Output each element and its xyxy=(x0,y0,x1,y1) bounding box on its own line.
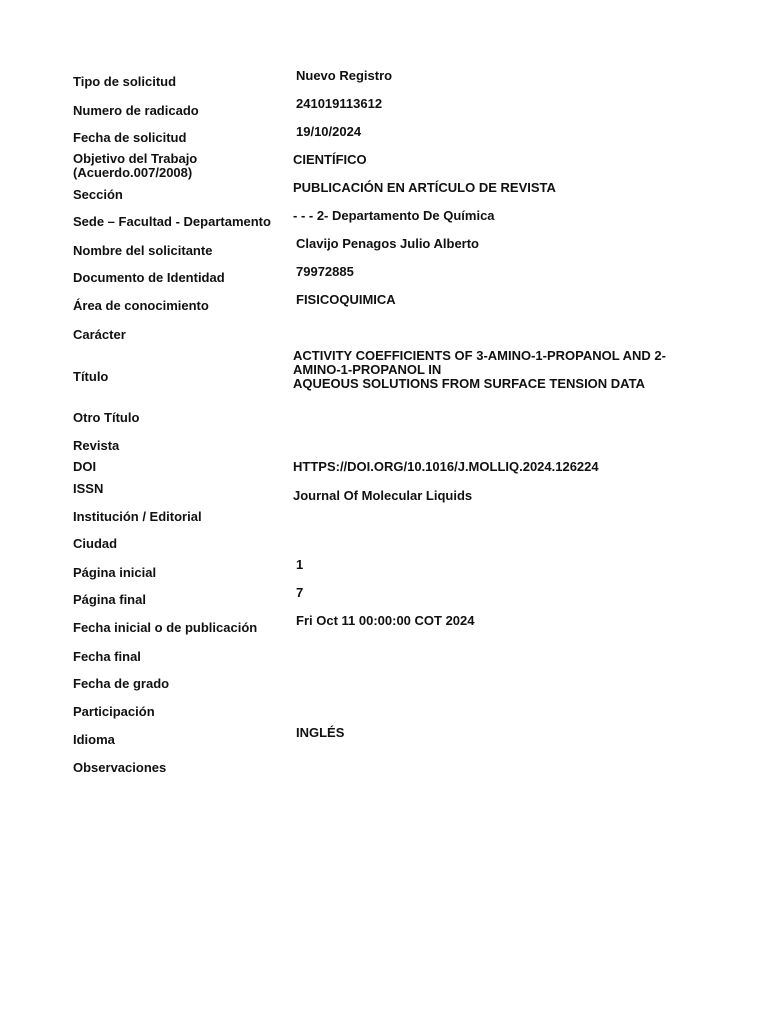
label-documento: Documento de Identidad xyxy=(73,270,225,285)
label-otro-titulo: Otro Título xyxy=(73,410,140,425)
label-seccion: Sección xyxy=(73,187,123,202)
label-revista: Revista xyxy=(73,438,120,453)
value-titulo: ACTIVITY COEFFICIENTS OF 3-AMINO-1-PROPANOL AND 2- AMINO-1-PROPANOL IN AQUEOUS SOLUTIONS FROM SURFACE TENSION DATA xyxy=(293,348,666,391)
label-fecha-solicitud: Fecha de solicitud xyxy=(73,130,187,145)
value-nombre: Clavijo Penagos Julio Alberto xyxy=(296,236,479,251)
label-participacion: Participación xyxy=(73,704,155,719)
value-pagina-inicial: 1 xyxy=(296,557,304,572)
value-doi: HTTPS://DOI.ORG/10.1016/J.MOLLIQ.2024.126224 xyxy=(293,459,599,474)
label-pagina-final: Página final xyxy=(73,592,146,607)
label-pagina-inicial: Página inicial xyxy=(73,565,157,580)
label-fecha-inicial: Fecha inicial o de publicación xyxy=(73,620,258,635)
value-fecha-solicitud: 19/10/2024 xyxy=(296,124,362,139)
value-issn: Journal Of Molecular Liquids xyxy=(293,488,473,503)
label-idioma: Idioma xyxy=(73,732,115,747)
label-fecha-final: Fecha final xyxy=(73,649,141,664)
value-documento: 79972885 xyxy=(296,264,354,279)
value-sede: - - - 2- Departamento De Química xyxy=(293,208,495,223)
label-observaciones: Observaciones xyxy=(73,760,167,775)
value-idioma: INGLÉS xyxy=(296,725,345,740)
label-issn: ISSN xyxy=(73,481,104,496)
value-seccion: PUBLICACIÓN EN ARTÍCULO DE REVISTA xyxy=(293,180,556,195)
value-tipo-solicitud: Nuevo Registro xyxy=(296,68,393,83)
value-numero-radicado: 241019113612 xyxy=(296,96,383,111)
label-institucion: Institución / Editorial xyxy=(73,509,202,524)
label-area: Área de conocimiento xyxy=(73,298,209,313)
label-objetivo: Objetivo del Trabajo (Acuerdo.007/2008) xyxy=(73,151,198,180)
label-sede: Sede – Facultad - Departamento xyxy=(73,214,271,229)
label-doi: DOI xyxy=(73,459,97,474)
label-titulo: Título xyxy=(73,369,109,384)
label-ciudad: Ciudad xyxy=(73,536,118,551)
value-fecha-inicial: Fri Oct 11 00:00:00 COT 2024 xyxy=(296,613,475,628)
label-tipo-solicitud: Tipo de solicitud xyxy=(73,74,177,89)
label-nombre: Nombre del solicitante xyxy=(73,243,213,258)
value-area: FISICOQUIMICA xyxy=(296,292,396,307)
label-caracter: Carácter xyxy=(73,327,126,342)
label-numero-radicado: Numero de radicado xyxy=(73,103,199,118)
label-fecha-grado: Fecha de grado xyxy=(73,676,170,691)
value-pagina-final: 7 xyxy=(296,585,304,600)
value-objetivo: CIENTÍFICO xyxy=(293,152,367,167)
